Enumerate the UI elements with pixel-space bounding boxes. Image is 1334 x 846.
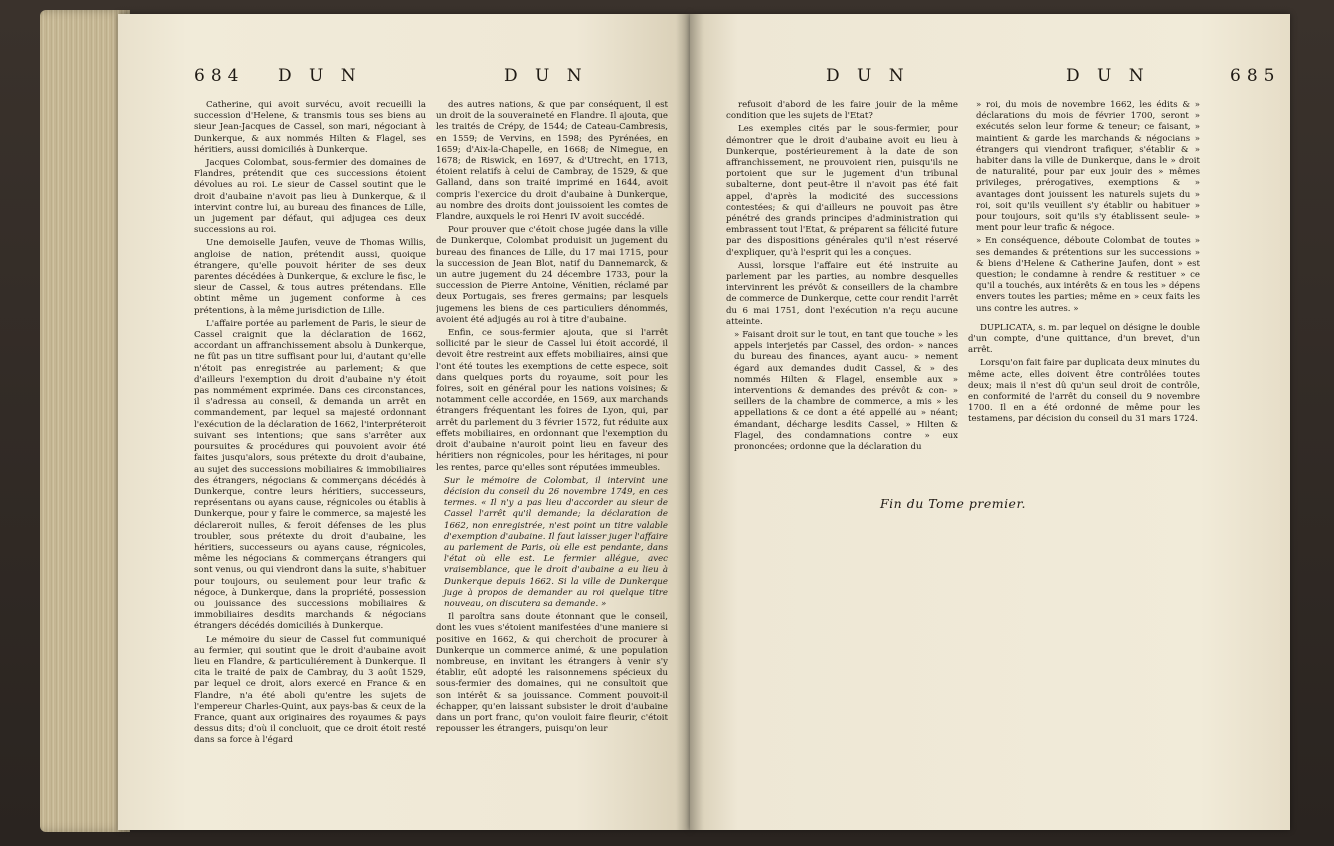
right-column-2 (968, 100, 1200, 480)
left-running-head-1: D U N (278, 66, 362, 86)
left-running-head-2: D U N (504, 66, 588, 86)
paragraph: Les exemples cités par le sous-fermier, pour démontrer que le droit d'aubaine avoit eu lieu à Dunkerque, postérieurement à la date de son affranchissement, ne prouvoient rien, puisqu'ils ne portoient que sur le jugement d'un tribunal subalterne, dont peut-être il n'avoit pas été fait appel, d'après la modicité des successions contestées; & qui d'ailleurs ne pouvoit pas être pénétré des grands principes d'administration qui embrassent tout l'Etat, & préparent sa félicité future par des dispositions générales qu'il n'est réservé d'expliquer, qu'à l'esprit qui les a conçues. (726, 124, 958, 258)
paragraph: Le mémoire du sieur de Cassel fut communiqué au fermier, qui soutint que le droit d'aubaine avoit lieu en Flandre, & particuliérement à Dunkerque. Il cita le traité de paix de Cambray, du 3 août 1529, par lequel ce droit, alors exercé en France & en Flandre, n'a été aboli qu'entre les sujets de l'empereur Charles-Quint, aux pays-bas & ceux de la France, quant aux originaires des royaumes & pays dessus dits; d'où il concluoit, que ce droit étoit resté dans sa force à l'égard (194, 634, 426, 746)
paragraph: Aussi, lorsque l'affaire eut été instruite au parlement par les parties, au nombre desquelles intervinrent les prévôt & conseillers de la chambre de commerce de Dunkerque, cette cour rendit l'arrêt du 6 mai 1751, dont l'exécution n'a reçu aucune atteinte. (726, 260, 958, 327)
right-page-number: 685 (1230, 66, 1281, 86)
quoted-decision: Sur le mémoire de Colombat, il intervint une décision du conseil du 26 novembre 1749, en ces termes. « Il n'y a pas lieu d'accorder au sieur de Cassel l'arrêt qu'il demande; la déclaration de 1662, non enregistrée, n'est point un titre valable d'exemption d'aubaine. Il faut laisser juger l'affaire au parlement de Paris, où elle est pendante, dans l'état où elle est. Le fermier allégue, avec vraisemblance, que le droit d'aubaine a eu lieu à Dunkerque depuis 1662. Si la ville de Dunkerque juge à propos de demander au roi quelque titre nouveau, on discutera sa demande. » (444, 475, 668, 609)
paragraph: Enfin, ce sous-fermier ajouta, que si l'arrêt sollicité par le sieur de Cassel lui étoit accordé, il devoit être restreint aux effets mobiliaires, ainsi que l'ont été toutes les exemptions de cette espece, soit dans quelques ports du royaume, soit pour les foires, soit en général pour les nations voisines; & notamment celle accordée, en 1569, aux marchands étrangers fréquentant les foires de Lyon, qui, par arrêt du parlement du 3 février 1572, fut réduite aux effets mobiliaires, en ordonnant que l'exemption du droit d'aubaine n'auroit point lieu en faveur des héritiers non régnicoles, pour les héritages, ni pour les rentes, parce qu'elles sont réputées immeubles. (436, 328, 668, 473)
book-gutter (676, 14, 704, 830)
right-page (690, 14, 1290, 830)
left-page-number: 684 (194, 66, 245, 86)
quoted-ruling: » Faisant droit sur le tout, en tant que touche » les appels interjetés par Cassel, des ordon- » nances du bureau des finances, ayant aucu- » nement égard aux demandes dudit Cassel, & » des nommés Hilten & Flagel, ensemble aux » interventions & demandes des prévôt & con- » seillers de la chambre de commerce, a mis » les appellations & ce dont a été appellé au » néant; émandant, décharge lesdits Cassel, » Hilten & Flagel, des condamnations contre » eux prononcées; ordonne que la déclaration du (734, 330, 958, 453)
right-running-header (690, 66, 1290, 96)
paragraph: Catherine, qui avoit survécu, avoit recueilli la succession d'Helene, & transmis tous ses biens au sieur Jean-Jacques de Cassel, son mari, négociant à Dunkerque, & aux nommés Hilten & Flagel, ses héritiers, aussi domiciliés à Dunkerque. (194, 100, 426, 155)
left-column-1 (194, 100, 426, 760)
quoted-ruling: » roi, du mois de novembre 1662, les édits & » déclarations du mois de février 1700, seront » exécutés selon leur forme & teneur; ce faisant, » maintient & garde les marchands & négocians » étrangers qui viendront trafiquer, s'établir & » habiter dans la ville de Dunkerque, dans le » droit de naturalité, pour par eux jouir des » mêmes privileges, prérogatives, exemptions & » avantages dont jouissent les naturels sujets du » roi, soit qu'ils veuillent s'y établir ou habituer » pour toujours, soit qu'ils s'y établissent seule- » ment pour leur trafic & négoce. (976, 100, 1200, 234)
paragraph: Jacques Colombat, sous-fermier des domaines de Flandres, prétendit que ces successions étoient dévolues au roi. Le sieur de Cassel soutint que le droit d'aubaine n'avoit pas lieu à Dunkerque, & il intervint contre lui, au bureau des finances de Lille, un jugement par défaut, qui adjugea ces deux successions au roi. (194, 158, 426, 236)
quoted-ruling: » En conséquence, déboute Colombat de toutes » ses demandes & prétentions sur les successions » & biens d'Helene & Catherine Jaufen, dont » est question; le condamne à rendre & restituer » ce qu'il a touchés, aux intérêts & en tous les » dépens envers toutes les parties; même en » ceux faits les uns contre les autres. » (976, 236, 1200, 314)
right-running-head-1: D U N (826, 66, 910, 86)
end-of-volume-note: Fin du Tome premier. (880, 496, 1027, 511)
paragraph: des autres nations, & que par conséquent, il est un droit de la souveraineté en Flandre. Il ajouta, que les traités de Crépy, de 1544; de Cateau-Cambresis, en 1559; de Vervins, en 1598; des Pyrénées, en 1659; d'Aix-la-Chapelle, en 1668; de Nimegue, en 1678; de Riswick, en 1697, & d'Utrecht, en 1713, étoient relatifs à celui de Cambray, de 1529, & que Galland, dans son traité imprimé en 1644, avoit compris l'exercice du droit d'aubaine à Dunkerque, au nombre des droits dont jouissoient les comtes de Flandre, auxquels le roi Henri IV avoit succédé. (436, 100, 668, 223)
dictionary-entry-duplicata: DUPLICATA, s. m. par lequel on désigne le double d'un compte, d'une quittance, d'un brevet, d'un arrêt. (968, 322, 1200, 356)
paragraph: Il paroîtra sans doute étonnant que le conseil, dont les vues s'étoient manifestées d'une maniere si positive en 1662, & qui cherchoit de procurer à Dunkerque un commerce animé, & une population nombreuse, en invitant les étrangers à venir s'y établir, eût adopté les raisonnemens spécieux du sous-fermier des domaines, qui ne consultoit que son intérêt & sa jouissance. Comment pouvoit-il échapper, qu'en laissant subsister le droit d'aubaine dans un port franc, qu'on vouloit faire fleurir, c'étoit repousser les étrangers, puisqu'on leur (436, 612, 668, 735)
paragraph: Pour prouver que c'étoit chose jugée dans la ville de Dunkerque, Colombat produisit un jugement du bureau des finances de Lille, du 17 mai 1715, pour la succession de Jean Blot, natif du Dannemarck, & un autre jugement du 24 décembre 1733, pour la succession de Pierre Antoine, Vénitien, réclamé par deux Portugais, ses freres germains; par lesquels jugemens les biens de ces particuliers dénommés, avoient été adjugés au roi à titre d'aubaine. (436, 225, 668, 325)
book-page-edges (40, 10, 130, 832)
paragraph: Une demoiselle Jaufen, veuve de Thomas Willis, angloise de nation, prétendit aussi, quoique étrangere, qu'elle pouvoit hériter de ses deux parentes décédées à Dunkerque, & exclure le fisc, le sieur de Cassel, & tous autres prétendans. Elle obtint même un jugement conforme à ces prétentions, à la même jurisdiction de Lille. (194, 238, 426, 316)
left-page (118, 14, 690, 830)
paragraph: L'affaire portée au parlement de Paris, le sieur de Cassel craignit que la déclaration de 1662, accordant un affranchissement absolu à Dunkerque, ne fût pas un titre suffisant pour lui, d'autant qu'elle n'étoit pas enregistrée au parlement; & que d'ailleurs l'exemption du droit d'aubaine n'y étoit pas nommément exprimée. Dans ces circonstances, il s'adressa au conseil, & demanda un arrêt en commandement, par lequel sa majesté ordonnant l'exécution de la déclaration de 1662, l'interpréteroit suivant ses intentions; que sans s'arrêter aux poursuites & procédures qui pouvoient avoir été faites jusqu'alors, sous prétexte du droit d'aubaine, au sujet des successions mobiliaires & immobiliaires des étrangers, négocians & commerçans décédés à Dunkerque, contre leurs héritiers, successeurs, représentans ou ayans cause, régnicoles ou établis à Dunkerque, pour y faire le commerce, sa majesté les déclareroit nulles, & feroit défenses de les plus troubler, sous prétexte du droit d'aubaine, les héritiers, successeurs ou ayans cause, régnicoles, même les négocians & commerçans étrangers qui sont venus, ou qui viendront dans la suite, s'habituer pour toujours, ou seulement pour leur trafic & négoce, à Dunkerque, dans la propriété, possession ou jouissance des successions mobiliaires & immobiliaires desdits marchands & négocians étrangers décédés domiciliés à Dunkerque. (194, 318, 426, 632)
right-column-1 (726, 100, 958, 470)
left-column-2 (436, 100, 668, 760)
paragraph: Lorsqu'on fait faire par duplicata deux minutes du même acte, elles doivent être contrôlées toutes deux; mais il n'est dû qu'un seul droit de contrôle, en conformité de l'arrêt du conseil du 9 novembre 1700. Il en a été ordonné de même pour les testamens, par décision du conseil du 31 mars 1724. (968, 358, 1200, 425)
paragraph: refusoit d'abord de les faire jouir de la même condition que les sujets de l'Etat? (726, 100, 958, 122)
left-running-header (118, 66, 690, 96)
right-running-head-2: D U N (1066, 66, 1150, 86)
